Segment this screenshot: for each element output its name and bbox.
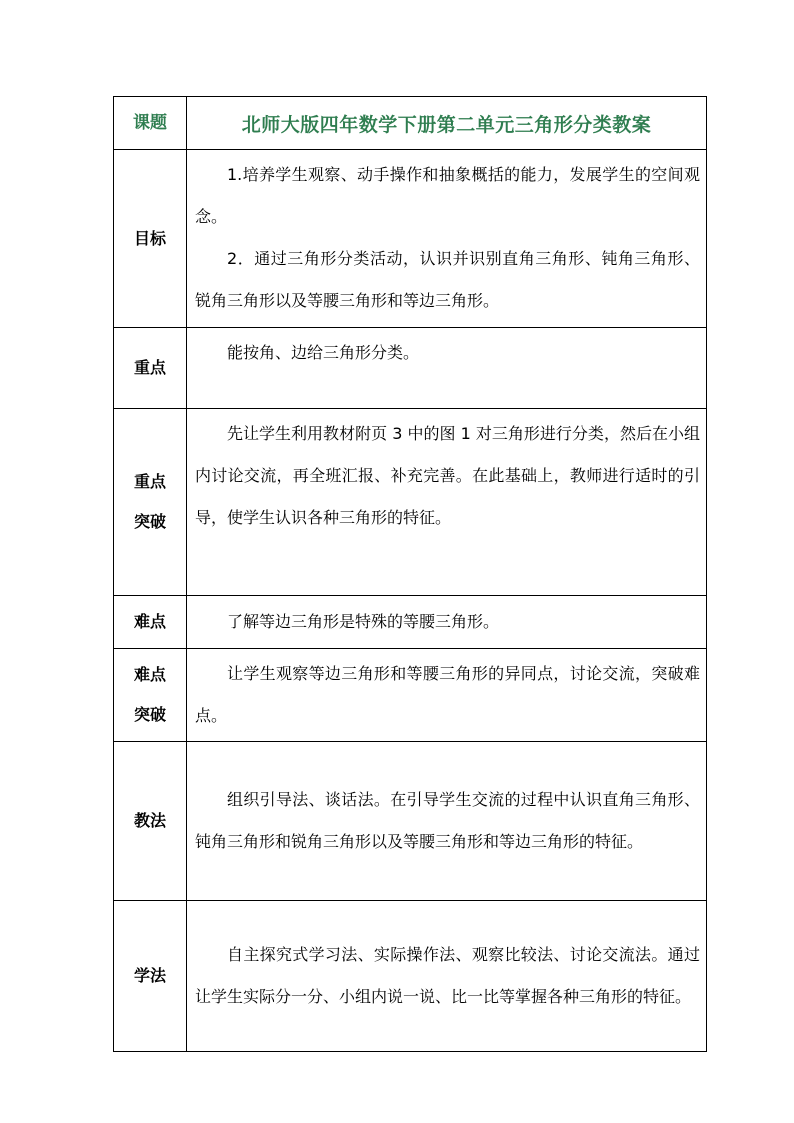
difficulty-content	[187, 596, 707, 649]
goal-row	[114, 150, 707, 328]
teaching-method-row	[114, 742, 707, 901]
key-breakthrough-row	[114, 409, 707, 596]
difficulty-label	[114, 596, 187, 649]
difficulty-label-text: 难点	[133, 612, 166, 631]
learning-method-label-text: 学法	[133, 966, 166, 985]
difficulty-paragraph: 了解等边三角形是特殊的等腰三角形。	[227, 612, 500, 631]
key-point-row	[114, 328, 707, 409]
key-breakthrough-label	[114, 409, 187, 596]
difficulty-row	[114, 596, 707, 649]
difficulty-breakthrough-label	[114, 649, 187, 742]
key-point-paragraph: 能按角、边给三角形分类。	[227, 343, 420, 362]
lesson-plan-table	[113, 96, 707, 1052]
difficulty-breakthrough-label-line-2: 突破	[133, 705, 166, 724]
key-breakthrough-label-line-2: 突破	[133, 512, 166, 531]
goal-paragraph-2: 2．通过三角形分类活动，认识并识别直角三角形、钝角三角形、锐角三角形以及等腰三角形和等边三角形。	[195, 249, 700, 310]
lesson-title: 北师大版四年数学下册第二单元三角形分类教案	[187, 97, 707, 150]
key-point-content	[187, 328, 707, 409]
difficulty-breakthrough-content	[187, 649, 707, 742]
teaching-method-content	[187, 742, 707, 901]
key-breakthrough-label-line-1: 重点	[133, 472, 166, 491]
goal-label	[114, 150, 187, 328]
goal-paragraph-1: 1.培养学生观察、动手操作和抽象概括的能力，发展学生的空间观念。	[195, 165, 700, 226]
header-row	[114, 97, 707, 150]
goal-label-text: 目标	[133, 228, 166, 248]
learning-method-row	[114, 901, 707, 1052]
learning-method-paragraph: 自主探究式学习法、实际操作法、观察比较法、讨论交流法。通过让学生实际分一分、小组内说一说、比一比等掌握各种三角形的特征。	[195, 945, 700, 1006]
topic-label: 课题	[114, 97, 187, 150]
difficulty-breakthrough-paragraph: 让学生观察等边三角形和等腰三角形的异同点，讨论交流，突破难点。	[195, 664, 700, 725]
learning-method-content	[187, 901, 707, 1052]
teaching-method-paragraph: 组织引导法、谈话法。在引导学生交流的过程中认识直角三角形、钝角三角形和锐角三角形以及等腰三角形和等边三角形的特征。	[195, 790, 700, 851]
goal-content	[187, 150, 707, 328]
key-breakthrough-paragraph: 先让学生利用教材附页 3 中的图 1 对三角形进行分类，然后在小组内讨论交流，再全班汇报、补充完善。在此基础上，教师进行适时的引导，使学生认识各种三角形的特征。	[195, 424, 700, 527]
teaching-method-label-text: 教法	[133, 811, 166, 830]
learning-method-label	[114, 901, 187, 1052]
key-breakthrough-content	[187, 409, 707, 596]
difficulty-breakthrough-row	[114, 649, 707, 742]
key-point-label-text: 重点	[133, 358, 166, 377]
key-point-label	[114, 328, 187, 409]
teaching-method-label	[114, 742, 187, 901]
difficulty-breakthrough-label-line-1: 难点	[133, 665, 166, 684]
